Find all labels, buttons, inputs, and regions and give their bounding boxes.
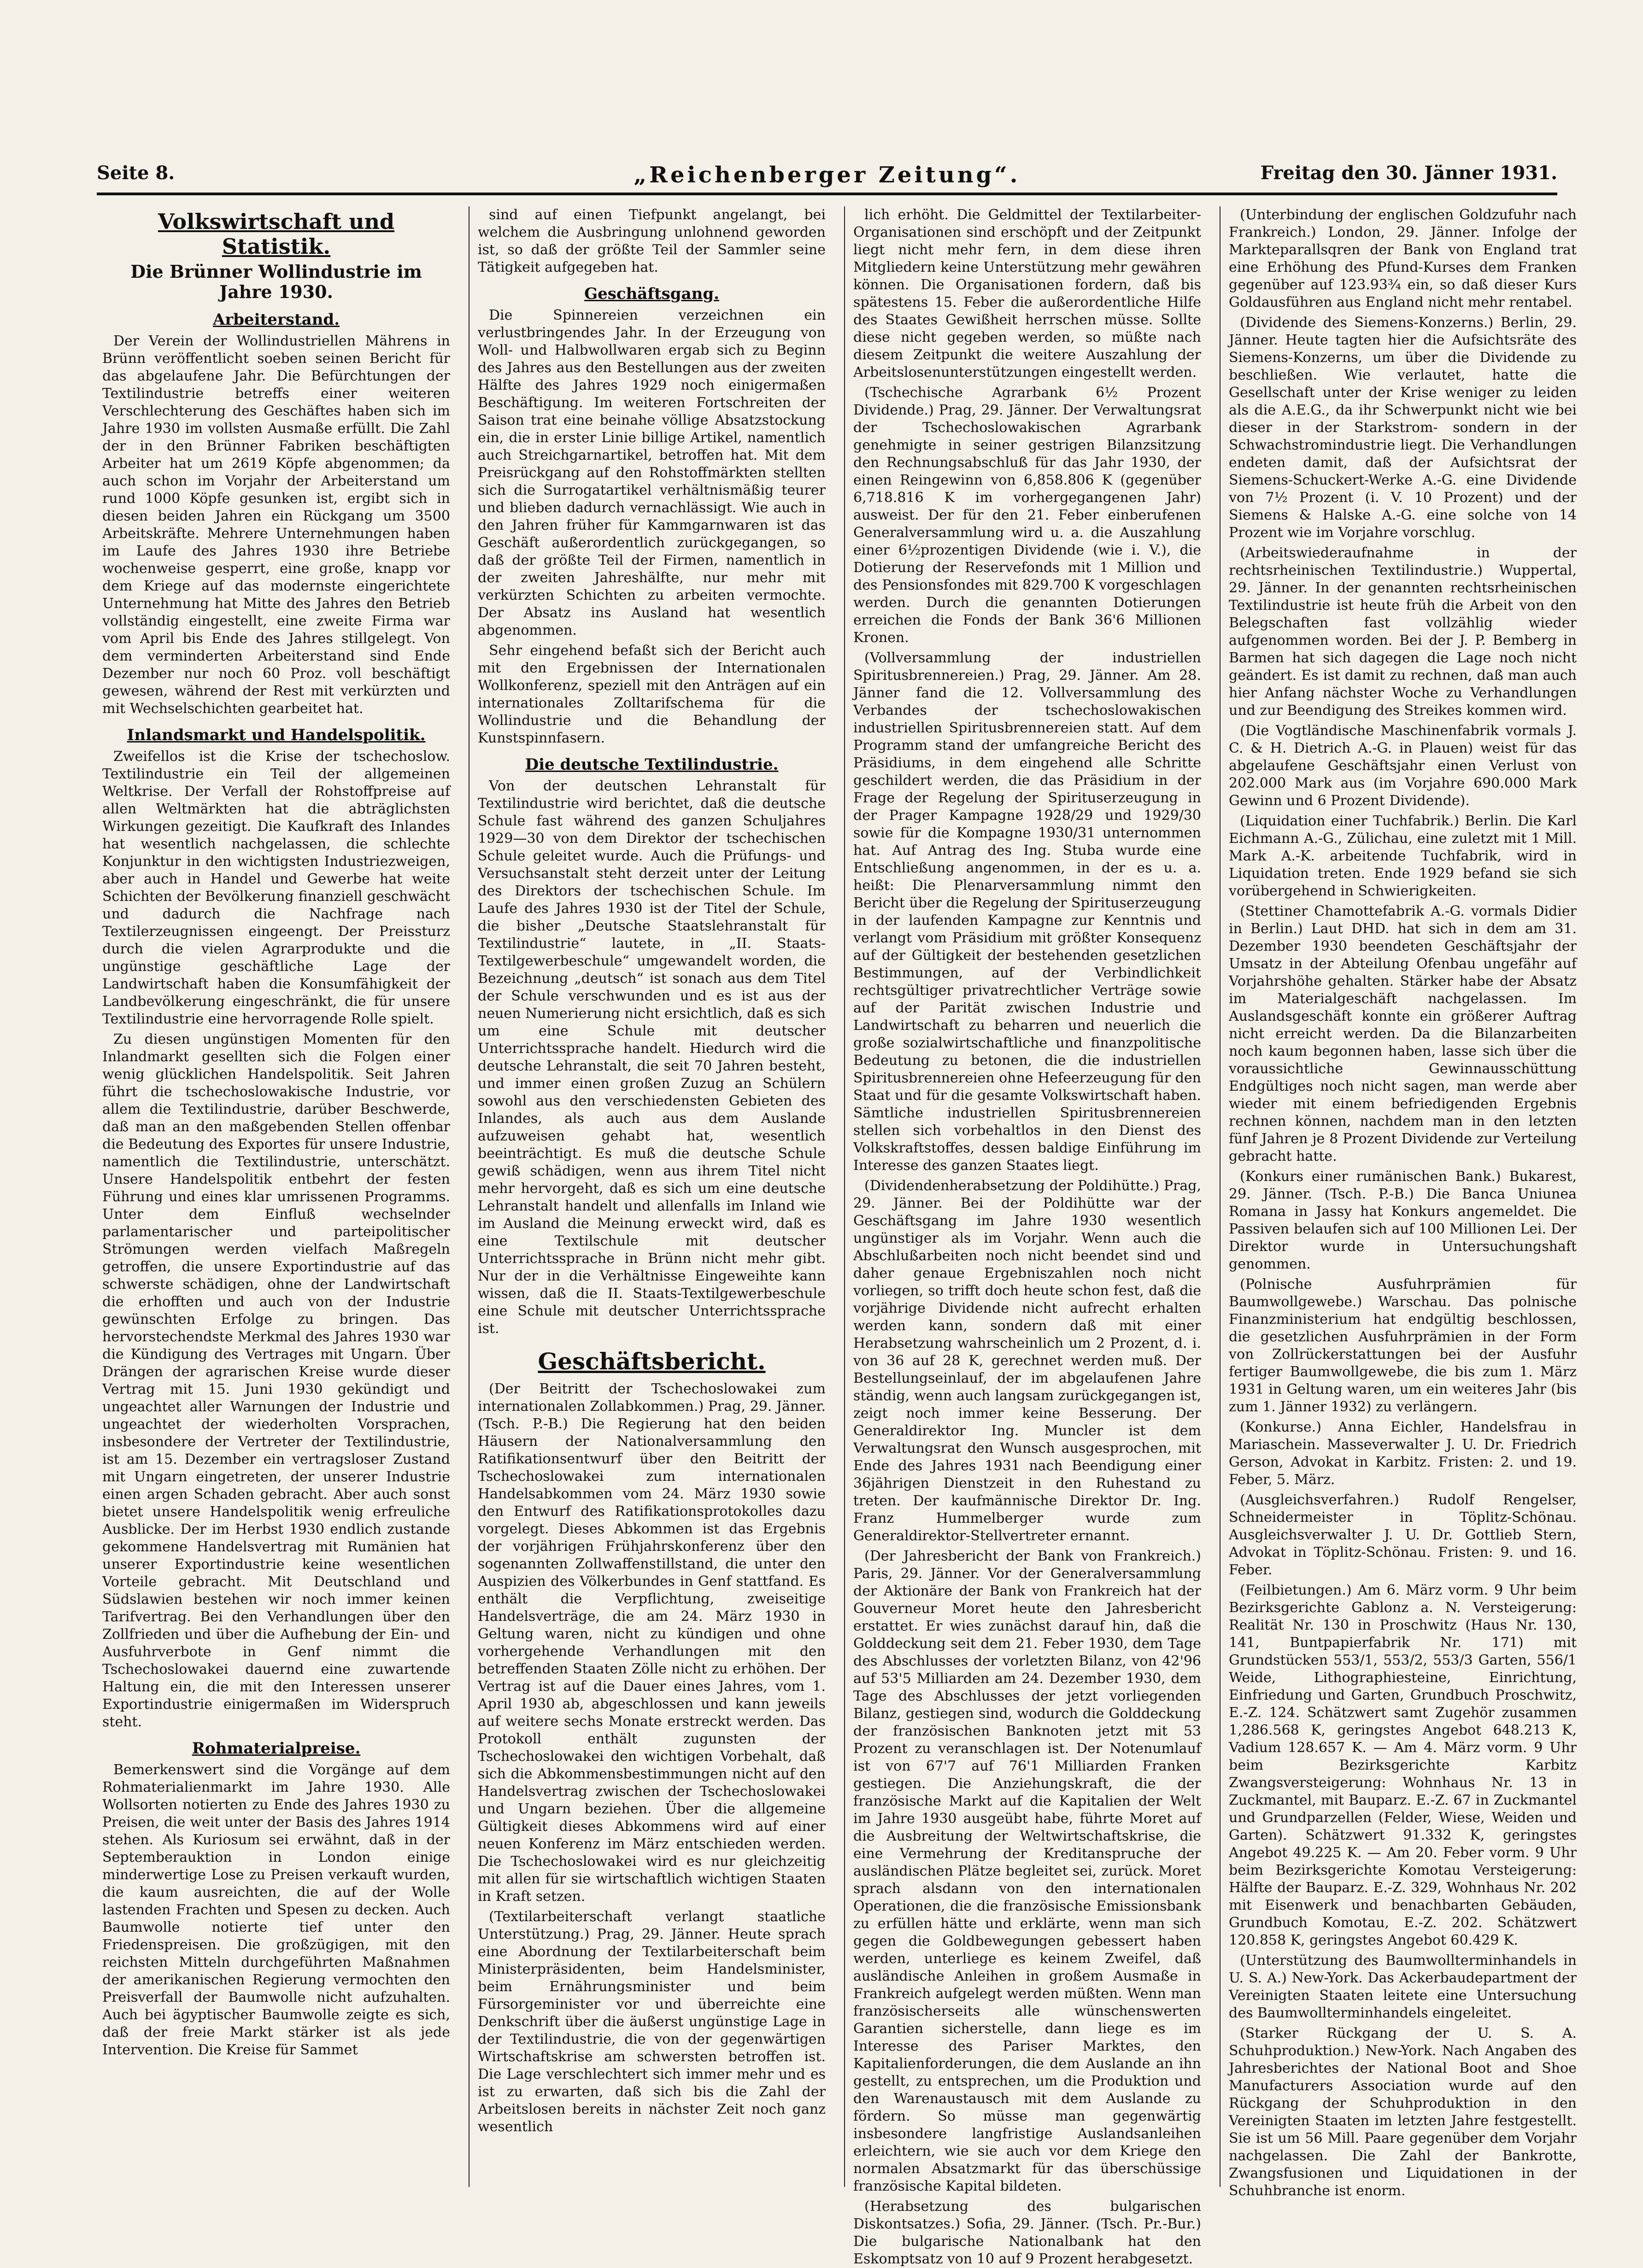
news-item: (Unterbindung der englischen Goldzufuhr nach Frankreich.) London, 29. Jänner. Infolge der Markteparallsqren der Bank von England trat eine Erhöhung des Pfund-Kurses dem Franken gegenüber auf 123.93¾ ein, so daß dieser Kurs Goldausführen aus England nicht mehr rentabel. — [1229, 207, 1577, 310]
news-item: (Tschechische Agrarbank 6½ Prozent Dividende.) Prag, 29. Jänner. Der Verwaltungsrat der Tschechoslowakischen Agrarbank genehmigte in seiner gestrigen Bilanzsitzung den Rechnungsabschluß für das Jahr 1930, der einen Reingewinn von 6,858.806 K (gegenüber 6,718.816 K im vorhergegangenen Jahr) ausweist. Der für den 21. Feber einberufenen Generalversammlung wird u. a. die Auszahlung einer 6½prozentigen Dividende (wie i. V.), die Dotierung der Reservefonds mit 1 Million und des Pensionsfondes mit 829.700 K vorgeschlagen werden. Durch die genannten Dotierungen erreichen die Fonds der Bank 36'6 Millionen Kronen. — [853, 385, 1201, 646]
news-item: (Dividende des Siemens-Konzerns.) Berlin, 29. Jänner. Heute tagten hier die Aufsichtsräte des Siemens-Konzerns, um über die Dividende zu beschließen. Wie verlautet, hatte die Gesellschaft unter der Krise weniger zu leiden als die A.E.G., da ihr Schwerpunkt nicht wie bei dieser in der Starkstrom- sondern in der Schwachstromindustrie liegt. Die Verhandlungen endeten damit, daß der Aufsichtsrat der Siemens-Schuckert-Werke A.-G. eine Dividende von 7½ Prozent (i. V. 10 Prozent) und der Siemens & Halske A.-G. eine solche von 14 Prozent wie im Vorjahre vorschlug. — [1229, 315, 1577, 541]
column-2 — [478, 206, 826, 2187]
subheading: Rohmaterialpreise. — [192, 1739, 361, 1758]
page-header — [97, 162, 1557, 190]
subheading: Geschäftsgang. — [584, 285, 719, 303]
news-item: (Arbeitswiederaufnahme in der rechtsrheinischen Textilindustrie.) Wuppertal, 29. Jänner. In der genannten rechtsrheinischen Textilindustrie ist heute früh die Arbeit von den Belegschaften fast vollzählig wieder aufgenommen worden. Bei der J. P. Bemberg in Barmen hat sich dagegen die Lage noch nicht geändert. Es ist damit zu rechnen, daß man auch hier Anfang nächster Woche zu Verhandlungen und zur Beendigung des Streikes kommen wird. — [1229, 545, 1577, 719]
paragraph: Die Spinnereien verzeichnen ein verlustbringendes Jahr. In der Erzeugung von Woll- und Halbwollwaren ergab sich zu Beginn des Jahres aus den Bestellungen aus der zweiten Hälfte des Jahres 1929 noch einigermaßen Beschäftigung. Im weiteren Fortschreiten der Saison trat eine beinahe völlige Absatzstockung ein, die in erster Linie billige Artikel, namentlich auch Streichgarnartikel, betroffen hat. Mit dem Preisrückgang auf den Rohstoffmärkten stellten sich die Surrogatartikel verhältnismäßig teurer und blieben dadurch vernachlässigt. Wie auch in den Jahren früher für Kammgarnwaren ist das Geschäft außerordentlich zurückgegangen, so daß der größte Teil der Firmen, namentlich in der zweiten Jahreshälfte, nur mehr mit verkürzten Schichten zu arbeiten vermochte. Der Absatz ins Ausland hat wesentlich abgenommen. — [478, 307, 826, 638]
column-3 — [853, 206, 1201, 2267]
news-item: (Ausgleichsverfahren.) Rudolf Rengelser, Schneidermeister in Töplitz-Schönau. Ausgleichsverwalter J. U. Dr. Gottlieb Stern, Advokat in Töplitz-Schönau. Fristen: 9. und 16. Feber. — [1229, 1492, 1577, 1578]
paragraph: Von der deutschen Lehranstalt für Textilindustrie wird berichtet, daß die deutsche Schule fast während des ganzen Schuljahres 1929—30 von dem Direktor der tschechischen Schule geleitet wurde. Auch die Prüfungs- und Versuchsanstalt steht derzeit unter der Leitung des Direktors der tschechischen Schule. Im Laufe des Jahres 1930 ist der Titel der Schule, die bisher „Deutsche Staatslehranstalt für Textilindustrie“ lautete, in „II. Staats-Textilgewerbeschule“ umgewandelt worden, die Bezeichnung „deutsch“ ist sonach aus dem Titel der Schule verschwunden und es ist aus der neuen Numerierung nicht ersichtlich, daß es sich um eine Schule mit deutscher Unterrichtssprache handelt. Hiedurch wird die deutsche Lehranstalt, die seit 70 Jahren besteht, und immer einen großen Zuzug an Schülern sowohl aus den verschiedensten Gebieten des Inlandes, als auch aus dem Auslande aufzuweisen gehabt hat, wesentlich beeinträchtigt. Es muß die deutsche Schule gewiß schädigen, wenn aus ihrem Titel nicht mehr hervorgeht, daß es sich um eine deutsche Lehranstalt handelt und allenfalls im Inland wie im Ausland die Meinung erweckt wird, daß es eine Textilschule mit deutscher Unterrichtssprache in Brünn nicht mehr gibt. Nur der in die Verhältnisse Eingeweihte kann wissen, daß die II. Staats-Textilgewerbeschule eine Schule mit deutscher Unterrichtssprache ist. — [478, 778, 826, 1337]
column-divider — [844, 206, 845, 2187]
news-item: (Stettiner Chamottefabrik A.-G. vormals Didier in Berlin.) Laut DHD. hat sich in dem am 31. Dezember 1930 beendeten Geschäftsjahr der Umsatz in der Abteilung Ofenbau ungefähr auf Vorjahrshöhe gehalten. Stärker habe der Absatz im Materialgeschäft nachgelassen. Im Auslandsgeschäft konnte ein größerer Auftrag nicht erreicht werden. Da die Bilanzarbeiten noch kaum begonnen haben, lasse sich über die voraussichtliche Gewinnausschüttung Endgültiges noch nicht sagen, man werde aber wieder mit einem befriedigenden Ergebnis rechnen können, nachdem man in den letzten fünf Jahren je 8 Prozent Dividende zur Verteilung gebracht hatte. — [1229, 903, 1577, 1164]
article-title: Die Brünner Wollindustrie im Jahre 1930. — [130, 261, 422, 302]
news-item: (Der Beitritt der Tschechoslowakei zum internationalen Zollabkommen.) Prag, 29. Jänner. (Tsch. P.-B.) Die Regierung hat den beiden Häusern der Nationalversammlung den Ratifikationsentwurf über den Beitritt der Tschechoslowakei zum internationalen Handelsabkommen vom 24. März 1930 sowie den Entwurf des Ratifikationsprotokolles dazu vorgelegt. Dieses Abkommen ist das Ergebnis der vorjährigen Frühjahrskonferenz über den sogenannten Zollwaffenstillstand, die unter den Auspizien des Völkerbundes in Genf stattfand. Es enthält die Verpflichtung, zweiseitige Handelsverträge, die am 24. März 1930 in Geltung waren, nicht zu kündigen und ohne vorhergehende Verhandlungen mit den betreffenden Staaten Zölle nicht zu erhöhen. Der Vertrag ist auf die Dauer eines Jahres, vom 1. April 1930 ab, abgeschlossen und kann jeweils auf weitere sechs Monate erstreckt werden. Das Protokoll enthält zugunsten der Tschechoslowakei den wichtigen Vorbehalt, daß sich die Abkommensbestimmungen nicht auf den Handelsvertrag zwischen der Tschechoslowakei und Ungarn beziehen. Über die allgemeine Gültigkeit dieses Abkommens wird auf einer neuen Konferenz im März entschieden werden. Die Tschechoslowakei wird es nur gleichzeitig mit allen für sie wirtschaftlich wichtigen Staaten in Kraft setzen. — [478, 1381, 826, 1905]
news-item: (Die Vogtländische Maschinenfabrik vormals J. C. & H. Dietrich A.-G. in Plauen) weist für das abgelaufene Geschäftsjahr einen Verlust von 202.000 Mark aus (im Vorjahre 690.000 Mark Gewinn und 6 Prozent Dividende). — [1229, 723, 1577, 809]
news-item: (Konkurs einer rumänischen Bank.) Bukarest, 29. Jänner. (Tsch. P.-B.) Die Banca Uniunea Romana in Jassy hat Konkurs angemeldet. Die Passiven belaufen sich auf 100 Millionen Lei. Der Direktor wurde in Untersuchungshaft genommen. — [1229, 1169, 1577, 1272]
subheading: Die deutsche Textilindustrie. — [525, 755, 779, 774]
newspaper-masthead: „Reichenberger Zeitung“. — [634, 162, 1021, 188]
section-heading: Volkswirtschaft und Statistik. — [158, 209, 395, 259]
news-item: (Liquidation einer Tuchfabrik.) Berlin. Die Karl Eichmann A.-G., Zülichau, eine zuletzt mit 1 Mill. Mark A.-K. arbeitende Tuchfabrik, wird in Liquidation treten. Ende 1929 befand sie sich vorübergehend in Schwierigkeiten. — [1229, 813, 1577, 899]
paragraph: lich erhöht. Die Geldmittel der Textilarbeiter-Organisationen sind erschöpft und der Zeitpunkt liegt nicht mehr fern, in dem diese ihren Mitgliedern keine Unterstützung mehr gewähren können. Die Organisationen fordern, daß bis spätestens 15. Feber die außerordentliche Hilfe des Staates Gewißheit herrschen müsse. Sollte diese nicht gegeben werden, so müßte nach diesem Zeitpunkt die weitere Auszahlung der Arbeitslosenunterstützungen eingestellt werden. — [853, 207, 1201, 380]
column-4 — [1229, 206, 1577, 2199]
paragraph: Sehr eingehend befaßt sich der Bericht auch mit den Ergebnissen der Internationalen Wollkonferenz, speziell mit den Anträgen auf ein internationales Zolltarifschema für die Wollindustrie und die Behandlung der Kunstspinnfasern. — [478, 643, 826, 746]
column-1 — [102, 206, 450, 2187]
paragraph: Bemerkenswert sind die Vorgänge auf dem Rohmaterialienmarkt im Jahre 1930. Alle Wollsorten notierten zu Ende des Jahres 1930 zu Preisen, die weit unter der Basis des Jahres 1914 stehen. Als Kuriosum sei erwähnt, daß in der Septemberauktion in London einige minderwertige Lose zu Preisen verkauft wurden, die kaum ausreichten, die auf der Wolle lastenden Frachten und Spesen zu decken. Auch Baumwolle notierte tief unter den Friedenspreisen. Die großzügigen, mit den reichsten Mitteln durchgeführten Maßnahmen der amerikanischen Regierung vermochten den Preisverfall der Baumwolle nicht aufzuhalten. Auch bei ägyptischer Baumwolle zeigte es sich, daß der freie Markt stärker ist als jede Intervention. Die Kreise für Sammet — [102, 1762, 450, 2058]
issue-date: Freitag den 30. Jänner 1931. — [1260, 162, 1557, 184]
news-item: (Herabsetzung des bulgarischen Diskontsatzes.) Sofia, 29. Jänner. (Tsch. Pr.-Bur.) Die bulgarische Nationalbank hat den Eskomptsatz von 10 auf 9 Prozent herabgesetzt. — [853, 2198, 1201, 2267]
subheading: Arbeiterstand. — [212, 310, 340, 329]
paragraph: sind auf einen Tiefpunkt angelangt, bei welchem die Ausbringung unlohnend geworden ist, so daß der größte Teil der Sammler seine Tätigkeit aufgegeben hat. — [478, 207, 826, 275]
news-item: (Feilbietungen.) Am 6. März vorm. 9 Uhr beim Bezirksgerichte Gablonz a. N. Versteigerung: Realität Nr. 130 in Proschwitz (Haus Nr. 130, 141, Buntpapierfabrik Nr. 171) mit Grundstücken 553/1, 553/2, 553/3 Garten, 556/1 Weide, Lithographiesteine, Einrichtung, Einfriedung und Garten, Grundbuch Proschwitz, E.-Z. 124. Schätzwert samt Zugehör zusammen 1,286.568 K, geringstes Angebot 648.213 K, Vadium 128.657 K. — Am 4. März vorm. 9 Uhr beim Bezirksgerichte Karbitz Zwangsversteigerung: Wohnhaus Nr. 13 in Zuckmantel, mit Bauparz. E.-Z. 67 in Zuckmantel und Grundparzellen (Felder, Wiese, Weiden und Garten). Schätzwert 91.332 K, geringstes Angebot 49.225 K. — Am 20. Feber vorm. 9 Uhr beim Bezirksgerichte Komotau Versteigerung: Hälfte der Bauparz. E.-Z. 329, Wohnhaus Nr. 202 mit Eisenwerk und benachbarten Gebäuden, Grundbuch Komotau, E.-Z. 202. Schätzwert 120.858 K, geringstes Angebot 60.429 K. — [1229, 1582, 1577, 1948]
column-divider — [1220, 206, 1221, 2187]
news-item: (Unterstützung des Baumwollterminhandels in U. S. A.) New-York. Das Ackerbaudepartment der Vereinigten Staaten leitete eine Untersuchung des Baumwollterminhandels eingeleitet. — [1229, 1952, 1577, 2021]
news-item: (Polnische Ausfuhrprämien für Baumwollgewebe.) Warschau. Das polnische Finanzministerium hat endgültig beschlossen, die gesetzlichen Ausfuhrprämien in der Form von Zollrückerstattungen bei der Ausfuhr fertiger Baumwollgewebe, die bis zum 1. März 1931 in Geltung waren, um ein weiteres Jahr (bis zum 1. Jänner 1932) zu verlängern. — [1229, 1276, 1577, 1415]
news-item: (Dividendenherabsetzung der Poldihütte.) Prag, 29. Jänner. Bei der Poldihütte war der Geschäftsgang im Jahre 1930 wesentlich ungünstiger als im Vorjahr. Wenn auch die Abschlußarbeiten noch nicht beendet sind und daher genaue Ergebniszahlen noch nicht vorliegen, so trifft doch heute schon fest, daß die vorjährige Dividende nicht aufrecht erhalten werden kann, sondern daß mit einer Herabsetzung wahrscheinlich um 2 Prozent, d. i. von 36 auf 28 K, gerechnet werden muß. Der Bestellungseinlauf, der im abgelaufenen Jahre ständig, wenn auch langsam zurückgegangen ist, zeigt noch immer keine Besserung. Der Generaldirektor Ing. Muncler ist dem Verwaltungsrat den Wunsch ausgesprochen, mit Ende des Jahres 1931 nach Beendigung einer 36jährigen Dienstzeit in den Ruhestand zu treten. Der kaufmännische Direktor Dr. Ing. Franz Hummelberger wurde zum Generaldirektor-Stellvertreter ernannt. — [853, 1178, 1201, 1544]
paragraph: Zu diesen ungünstigen Momenten für den Inlandmarkt gesellten sich die Folgen einer wenig glücklichen Handelspolitik. Seit Jahren führt die tschechoslowakische Industrie, vor allem die Textilindustrie, darüber Beschwerde, daß man an den maßgebenden Stellen offenbar die Bedeutung des Exportes für unsere Industrie, namentlich die Textilindustrie, unterschätzt. Unsere Handelspolitik entbehrt der festen Führung und eines klar umrissenen Programms. Unter dem Einfluß wechselnder parlamentarischer und parteipolitischer Strömungen werden vielfach Maßregeln getroffen, die unsere Exportindustrie auf das schwerste schädigen, ohne der Landwirtschaft die erhofften und auch von der Industrie gewünschten Erfolge zu bringen. Das hervorstechendste Merkmal des Jahres 1930 war die Kündigung des Vertrages mit Ungarn. Über Drängen der agrarischen Kreise wurde dieser Vertrag mit 15. Juni 1930 gekündigt und ungeachtet aller Warnungen der Industrie und ungeachtet der wiederholten Vorsprachen, insbesondere der Vertreter der Textilindustrie, ist am 15. Dezember ein vertragsloser Zustand mit Ungarn eingetreten, der unserer Industrie einen argen Schaden gebracht. Aber auch sonst bietet unsere Handelspolitik wenig erfreuliche Ausblicke. Der im Herbst 1930 endlich zustande gekommene Handelsvertrag mit Rumänien hat unserer Exportindustrie keine wesentlichen Vorteile gebracht. Mit Deutschland und Südslawien bestehen wir noch immer keinen Tarifvertrag. Bei den Verhandlungen über den Zollfrieden und über die Aufhebung der Ein- und Ausfuhrverbote in Genf nimmt die Tschechoslowakei dauernd eine zuwartende Haltung ein, die mit den Interessen unserer Exportindustrie einigermaßen im Widerspruch steht. — [102, 1031, 450, 1730]
paragraph: Zweifellos ist die Krise der tschechoslow. Textilindustrie ein Teil der allgemeinen Weltkrise. Der Verfall der Rohstoffpreise auf allen Weltmärkten hat die abträglichsten Wirkungen gezeitigt. Die Kaufkraft des Inlandes hat wesentlich nachgelassen, die schlechte Konjunktur in den wichtigsten Industriezweigen, aber auch in Handel und Gewerbe hat weite Schichten der Bevölkerung finanziell geschwächt und dadurch die Nachfrage nach Textilerzeugnissen eingeengt. Der Preissturz durch die vielen Agrarprodukte und die ungünstige geschäftliche Lage der Landwirtschaft haben die Konsumfähigkeit der Landbevölkerung eingeschränkt, die für unsere Textilindustrie eine hervorragende Rolle spielt. — [102, 748, 450, 1027]
news-item: (Konkurse.) Anna Eichler, Handelsfrau in Mariaschein. Masseverwalter J. U. Dr. Friedrich Gerson, Advokat in Karbitz. Fristen: 2. und 19. Feber, 5. März. — [1229, 1419, 1577, 1488]
page-number: Seite 8. — [97, 162, 175, 184]
paragraph: Der Verein der Wollindustriellen Mährens in Brünn veröffentlicht soeben seinen Bericht für das abgelaufene Jahr. Die Befürchtungen der Textilindustrie betreffs einer weiteren Verschlechterung des Geschäftes haben sich im Jahre 1930 im vollsten Ausmaße erfüllt. Die Zahl der in den Brünner Fabriken beschäftigten Arbeiter hat um 2619 Köpfe abgenommen; da auch schon im Vorjahr der Arbeiterstand um rund 1000 Köpfe gesunken ist, ergibt sich in diesen beiden Jahren ein Rückgang um 3500 Arbeitskräfte. Mehrere Unternehmungen haben im Laufe des Jahres 1930 ihre Betriebe wochenweise gesperrt, eine große, knapp vor dem Kriege auf das modernste eingerichtete Unternehmung hat Mitte des Jahres den Betrieb vollständig eingestellt, eine zweite Firma war vom April bis Ende des Jahres stillgelegt. Von dem verminderten Arbeiterstand sind Ende Dezember nur noch 60 Proz. voll beschäftigt gewesen, während der Rest mit verkürzten und mit Wechselschichten gearbeitet hat. — [102, 333, 450, 717]
subheading: Inlandsmarkt und Handelspolitik. — [127, 726, 426, 744]
news-item: (Starker Rückgang der U. S. A. Schuhproduktion.) New-York. Nach Angaben des Jahresberichtes der National Boot and Shoe Manufacturers Association wurde auf den Rückgang der Schuhproduktion in den Vereinigten Staaten im letzten Jahre festgestellt. Sie ist um 56 Mill. Paare gegenüber dem Vorjahr nachgelassen. Die Zahl der Bankrotte, Zwangsfusionen und Liquidationen in der Schuhbranche ist enorm. — [1229, 2025, 1577, 2199]
section-heading-business-report: Geschäftsbericht. — [538, 1348, 766, 1375]
news-item: (Der Jahresbericht der Bank von Frankreich.) Paris, 29. Jänner. Vor der Generalversammlung der Aktionäre der Bank von Frankreich hat der Gouverneur Moret heute den Jahresbericht erstattet. Er wies zunächst darauf hin, daß die Golddeckung seit dem 21. Feber 1930, dem Tage des Abschlusses der vorletzten Bilanz, von 42'96 auf 53'5 Milliarden am 24. Dezember 1930, dem Tage des Abschlusses der jetzt vorliegenden Bilanz, gestiegen sind, wodurch die Golddeckung der französischen Banknoten jetzt mit 53 Prozent zu veranschlagen ist. Der Notenumlauf ist von 67'7 auf 76'1 Milliarden Franken gestiegen. Die Anziehungskraft, die der französische Markt auf die Kapitalien der Welt im Jahre 1930 ausgeübt habe, führte Moret auf die Ausbreitung der Weltwirtschaftskrise, die eine Vermehrung der Kreditanspruche der ausländischen Plätze begleitet sei, zurück. Moret sprach alsdann von den internationalen Operationen, die die französische Emissionsbank zu erfüllen hätte und erklärte, wenn man sich gegen die Goldbewegungen gebessert haben werden, unterliege es keinem Zweifel, daß ausländische Anleihen in großem Ausmaße in Frankreich aufgelegt werden müßten. Wenn man französischerseits alle wünschenswerten Garantien sicherstelle, dann liege es im Interesse des Pariser Marktes, den Kapitalienforderungen, die dem Auslande an ihn gestellt, zu entsprechen, um die Produktion und den Warenaustausch mit dem Auslande zu fördern. So müsse man gegenwärtig insbesondere langfristige Auslandsanleihen erleichtern, wie sie auch vor dem Kriege den normalen Absatzmarkt für das überschüssige französische Kapital bildeten. — [853, 1548, 1201, 2194]
header-rule — [97, 193, 1557, 195]
news-item: (Textilarbeiterschaft verlangt staatliche Unterstützung.) Prag, 29. Jänner. Heute sprach eine Abordnung der Textilarbeiterschaft beim Ministerpräsidenten, beim Handelsminister, beim Ernährungsminister und beim Fürsorgeminister vor und überreichte eine Denkschrift über die äußerst ungünstige Lage in der Textilindustrie, die von der gegenwärtigen Wirtschaftskrise am schwersten betroffen ist. Die Lage verschlechtert sich immer mehr und es ist zu erwarten, daß sich bis die Zahl der Arbeitslosen bereits in nächster Zeit noch ganz wesentlich — [478, 1909, 826, 2135]
news-item: (Vollversammlung der industriellen Spiritusbrennereien.) Prag, 29. Jänner. Am 28. Jänner fand die 12. Vollversammlung des Verbandes der tschechoslowakischen industriellen Spiritusbrennereien statt. Auf dem Programm stand der umfangreiche Bericht des Präsidiums, in dem eingehend alle Schritte geschildert werden, die das Präsidium in der Frage der Regelung der Spirituserzeugung in der Prager Kampagne 1928/29 und 1929/30 sowie für die Kompagne 1930/31 unternommen hat. Auf Antrag des Ing. Stuba wurde eine Entschließung angenommen, in der es u. a. heißt: Die Plenarversammlung nimmt den Bericht über die Regelung der Spirituserzeugung in der laufenden Kampagne zur Kenntnis und verlangt vom Präsidium mit größter Konsequenz auf der Gültigkeit der bestehenden gesetzlichen Bestimmungen, auf der Verbindlichkeit rechtsgültiger privatrechtlicher Verträge sowie auf der Parität zwischen Industrie und Landwirtschaft zu beharren und neuerlich die große sozialwirtschaftliche und finanzpolitische Bedeutung zu betonen, die die industriellen Spiritusbrennereien ohne Hefeerzeugung für den Staat und für die gesamte Volkswirtschaft haben. Sämtliche industriellen Spiritusbrennereien stellen sich vorbehaltlos in den Dienst des Volkskraftstoffes, dessen baldige Einführung im Interesse des ganzen Staates liegt. — [853, 650, 1201, 1174]
